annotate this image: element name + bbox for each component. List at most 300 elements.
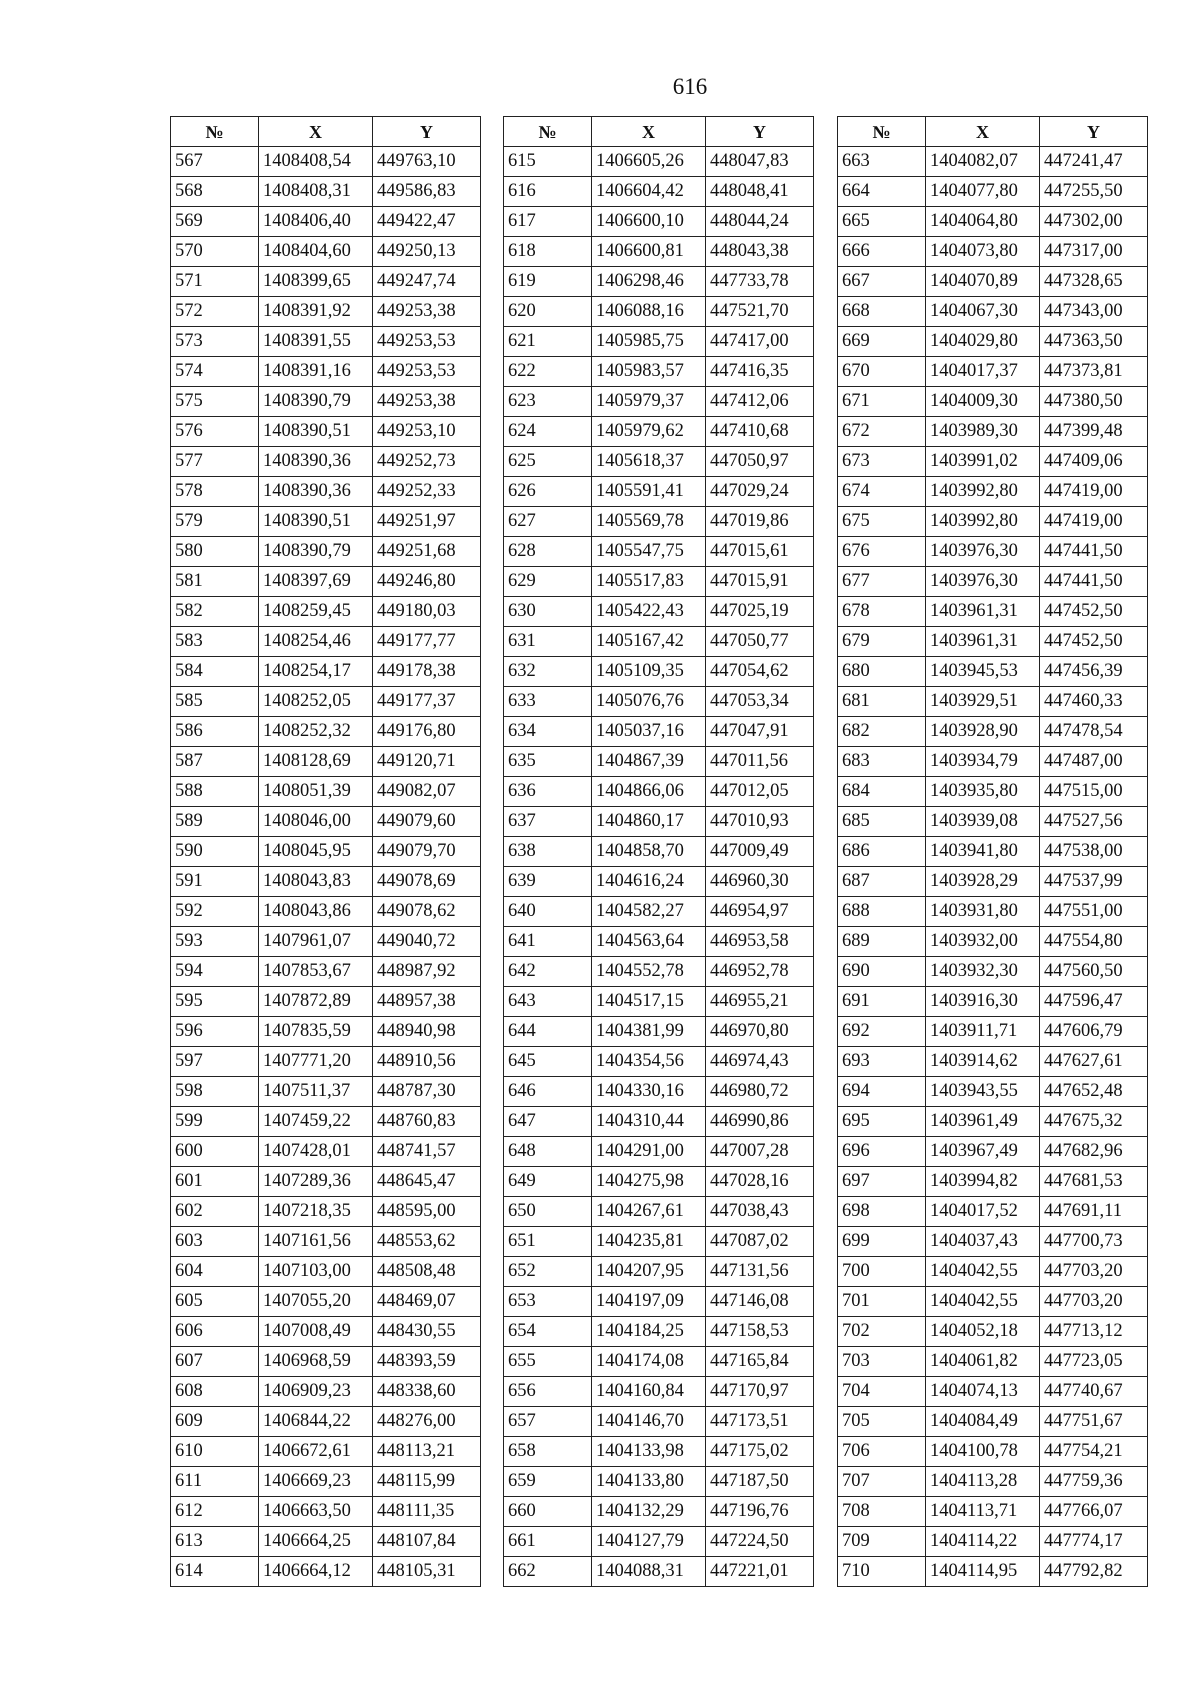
y-coordinate-cell: 447173,51 (706, 1407, 814, 1437)
x-coordinate-cell: 1408043,86 (259, 897, 373, 927)
table-row (838, 897, 1148, 927)
y-coordinate-cell: 446974,43 (706, 1047, 814, 1077)
table-row (504, 717, 814, 747)
y-coordinate-cell: 447521,70 (706, 297, 814, 327)
point-number-cell: 680 (838, 657, 926, 687)
point-number-cell: 568 (171, 177, 259, 207)
header-x: X (926, 117, 1040, 147)
point-number-cell: 591 (171, 867, 259, 897)
x-coordinate-cell: 1407428,01 (259, 1137, 373, 1167)
y-coordinate-cell: 447740,67 (1040, 1377, 1148, 1407)
point-number-cell: 655 (504, 1347, 592, 1377)
x-coordinate-cell: 1404133,80 (592, 1467, 706, 1497)
point-number-cell: 626 (504, 477, 592, 507)
x-coordinate-cell: 1404310,44 (592, 1107, 706, 1137)
table-row (838, 987, 1148, 1017)
x-coordinate-cell: 1408043,83 (259, 867, 373, 897)
point-number-cell: 661 (504, 1527, 592, 1557)
point-number-cell: 574 (171, 357, 259, 387)
y-coordinate-cell: 449180,03 (373, 597, 481, 627)
point-number-cell: 594 (171, 957, 259, 987)
x-coordinate-cell: 1405422,43 (592, 597, 706, 627)
y-coordinate-cell: 447158,53 (706, 1317, 814, 1347)
x-coordinate-cell: 1403961,31 (926, 597, 1040, 627)
y-coordinate-cell: 447302,00 (1040, 207, 1148, 237)
x-coordinate-cell: 1407161,56 (259, 1227, 373, 1257)
x-coordinate-cell: 1406664,25 (259, 1527, 373, 1557)
point-number-cell: 616 (504, 177, 592, 207)
y-coordinate-cell: 449079,60 (373, 807, 481, 837)
table-row (838, 1377, 1148, 1407)
table-row (504, 687, 814, 717)
table-body (504, 147, 814, 1587)
table-row (504, 927, 814, 957)
point-number-cell: 630 (504, 597, 592, 627)
y-coordinate-cell: 449253,38 (373, 387, 481, 417)
point-number-cell: 611 (171, 1467, 259, 1497)
point-number-cell: 708 (838, 1497, 926, 1527)
x-coordinate-cell: 1403989,30 (926, 417, 1040, 447)
point-number-cell: 572 (171, 297, 259, 327)
x-coordinate-cell: 1405569,78 (592, 507, 706, 537)
x-coordinate-cell: 1408390,36 (259, 477, 373, 507)
y-coordinate-cell: 447015,61 (706, 537, 814, 567)
x-coordinate-cell: 1407511,37 (259, 1077, 373, 1107)
x-coordinate-cell: 1404084,49 (926, 1407, 1040, 1437)
table-row (171, 357, 481, 387)
header-y: Y (373, 117, 481, 147)
table-row (504, 327, 814, 357)
point-number-cell: 579 (171, 507, 259, 537)
table-row (838, 507, 1148, 537)
point-number-cell: 618 (504, 237, 592, 267)
table-row (504, 1467, 814, 1497)
point-number-cell: 648 (504, 1137, 592, 1167)
table-row (838, 1257, 1148, 1287)
table-row (504, 267, 814, 297)
x-coordinate-cell: 1404113,28 (926, 1467, 1040, 1497)
table-row (838, 1527, 1148, 1557)
table-row (838, 1167, 1148, 1197)
y-coordinate-cell: 449040,72 (373, 927, 481, 957)
point-number-cell: 705 (838, 1407, 926, 1437)
y-coordinate-cell: 447700,73 (1040, 1227, 1148, 1257)
table-header-row (504, 117, 814, 147)
y-coordinate-cell: 447187,50 (706, 1467, 814, 1497)
point-number-cell: 667 (838, 267, 926, 297)
table-row (838, 207, 1148, 237)
table-row (838, 1347, 1148, 1377)
y-coordinate-cell: 449178,38 (373, 657, 481, 687)
point-number-cell: 605 (171, 1287, 259, 1317)
y-coordinate-cell: 448940,98 (373, 1017, 481, 1047)
y-coordinate-cell: 448741,57 (373, 1137, 481, 1167)
table-row (504, 1527, 814, 1557)
x-coordinate-cell: 1404354,56 (592, 1047, 706, 1077)
y-coordinate-cell: 447038,43 (706, 1197, 814, 1227)
y-coordinate-cell: 447146,08 (706, 1287, 814, 1317)
point-number-cell: 704 (838, 1377, 926, 1407)
table-row (504, 237, 814, 267)
x-coordinate-cell: 1403939,08 (926, 807, 1040, 837)
table-row (171, 327, 481, 357)
point-number-cell: 592 (171, 897, 259, 927)
y-coordinate-cell: 449177,77 (373, 627, 481, 657)
x-coordinate-cell: 1407961,07 (259, 927, 373, 957)
table-row (171, 1197, 481, 1227)
x-coordinate-cell: 1405591,41 (592, 477, 706, 507)
table-row (504, 1167, 814, 1197)
coordinates-table-2 (503, 116, 814, 1587)
table-row (838, 777, 1148, 807)
table-row (171, 1227, 481, 1257)
header-number: № (171, 117, 259, 147)
x-coordinate-cell: 1407103,00 (259, 1257, 373, 1287)
x-coordinate-cell: 1404073,80 (926, 237, 1040, 267)
x-coordinate-cell: 1405037,16 (592, 717, 706, 747)
point-number-cell: 686 (838, 837, 926, 867)
point-number-cell: 684 (838, 777, 926, 807)
y-coordinate-cell: 449253,10 (373, 417, 481, 447)
table-row (504, 1287, 814, 1317)
x-coordinate-cell: 1404552,78 (592, 957, 706, 987)
x-coordinate-cell: 1404042,55 (926, 1257, 1040, 1287)
y-coordinate-cell: 448595,00 (373, 1197, 481, 1227)
point-number-cell: 587 (171, 747, 259, 777)
point-number-cell: 697 (838, 1167, 926, 1197)
x-coordinate-cell: 1405983,57 (592, 357, 706, 387)
x-coordinate-cell: 1406605,26 (592, 147, 706, 177)
table-row (504, 1377, 814, 1407)
table-row (838, 447, 1148, 477)
point-number-cell: 709 (838, 1527, 926, 1557)
header-y: Y (1040, 117, 1148, 147)
x-coordinate-cell: 1406664,12 (259, 1557, 373, 1587)
point-number-cell: 617 (504, 207, 592, 237)
x-coordinate-cell: 1404077,80 (926, 177, 1040, 207)
table-row (171, 537, 481, 567)
point-number-cell: 685 (838, 807, 926, 837)
y-coordinate-cell: 447606,79 (1040, 1017, 1148, 1047)
table-row (171, 1437, 481, 1467)
x-coordinate-cell: 1404517,15 (592, 987, 706, 1017)
point-number-cell: 604 (171, 1257, 259, 1287)
table-row (504, 177, 814, 207)
table-row (838, 687, 1148, 717)
table-header-row (838, 117, 1148, 147)
point-number-cell: 638 (504, 837, 592, 867)
y-coordinate-cell: 447380,50 (1040, 387, 1148, 417)
table-row (171, 267, 481, 297)
table-row (504, 477, 814, 507)
x-coordinate-cell: 1404184,25 (592, 1317, 706, 1347)
table-row (838, 1197, 1148, 1227)
table-row (171, 717, 481, 747)
point-number-cell: 586 (171, 717, 259, 747)
table-row (838, 567, 1148, 597)
y-coordinate-cell: 446954,97 (706, 897, 814, 927)
y-coordinate-cell: 448105,31 (373, 1557, 481, 1587)
y-coordinate-cell: 447010,93 (706, 807, 814, 837)
point-number-cell: 614 (171, 1557, 259, 1587)
y-coordinate-cell: 447713,12 (1040, 1317, 1148, 1347)
x-coordinate-cell: 1404582,27 (592, 897, 706, 927)
x-coordinate-cell: 1408254,46 (259, 627, 373, 657)
x-coordinate-cell: 1404017,37 (926, 357, 1040, 387)
y-coordinate-cell: 447452,50 (1040, 597, 1148, 627)
table-row (171, 417, 481, 447)
point-number-cell: 625 (504, 447, 592, 477)
x-coordinate-cell: 1406909,23 (259, 1377, 373, 1407)
table-row (504, 297, 814, 327)
table-row (838, 417, 1148, 447)
x-coordinate-cell: 1406604,42 (592, 177, 706, 207)
y-coordinate-cell: 447537,99 (1040, 867, 1148, 897)
y-coordinate-cell: 447025,19 (706, 597, 814, 627)
x-coordinate-cell: 1404133,98 (592, 1437, 706, 1467)
table-row (838, 1107, 1148, 1137)
point-number-cell: 654 (504, 1317, 592, 1347)
y-coordinate-cell: 446970,80 (706, 1017, 814, 1047)
y-coordinate-cell: 447456,39 (1040, 657, 1148, 687)
point-number-cell: 608 (171, 1377, 259, 1407)
table-row (838, 1077, 1148, 1107)
point-number-cell: 629 (504, 567, 592, 597)
y-coordinate-cell: 447412,06 (706, 387, 814, 417)
point-number-cell: 674 (838, 477, 926, 507)
point-number-cell: 651 (504, 1227, 592, 1257)
x-coordinate-cell: 1403991,02 (926, 447, 1040, 477)
x-coordinate-cell: 1404267,61 (592, 1197, 706, 1227)
point-number-cell: 585 (171, 687, 259, 717)
table-row (838, 837, 1148, 867)
x-coordinate-cell: 1408406,40 (259, 207, 373, 237)
x-coordinate-cell: 1408259,45 (259, 597, 373, 627)
table-row (504, 657, 814, 687)
point-number-cell: 668 (838, 297, 926, 327)
table-row (504, 1017, 814, 1047)
point-number-cell: 621 (504, 327, 592, 357)
x-coordinate-cell: 1404009,30 (926, 387, 1040, 417)
y-coordinate-cell: 447050,97 (706, 447, 814, 477)
x-coordinate-cell: 1403945,53 (926, 657, 1040, 687)
y-coordinate-cell: 449252,33 (373, 477, 481, 507)
point-number-cell: 671 (838, 387, 926, 417)
table-row (171, 1287, 481, 1317)
point-number-cell: 624 (504, 417, 592, 447)
y-coordinate-cell: 448113,21 (373, 1437, 481, 1467)
x-coordinate-cell: 1403931,80 (926, 897, 1040, 927)
y-coordinate-cell: 449251,68 (373, 537, 481, 567)
y-coordinate-cell: 446980,72 (706, 1077, 814, 1107)
point-number-cell: 599 (171, 1107, 259, 1137)
point-number-cell: 588 (171, 777, 259, 807)
table-row (838, 387, 1148, 417)
point-number-cell: 644 (504, 1017, 592, 1047)
x-coordinate-cell: 1407853,67 (259, 957, 373, 987)
point-number-cell: 682 (838, 717, 926, 747)
table-row (171, 777, 481, 807)
y-coordinate-cell: 448338,60 (373, 1377, 481, 1407)
table-row (504, 747, 814, 777)
table-row (171, 927, 481, 957)
table-row (504, 507, 814, 537)
table-row (838, 1317, 1148, 1347)
table-row (504, 1077, 814, 1107)
table-row (504, 1317, 814, 1347)
y-coordinate-cell: 449082,07 (373, 777, 481, 807)
x-coordinate-cell: 1404070,89 (926, 267, 1040, 297)
table-row (171, 477, 481, 507)
y-coordinate-cell: 448910,56 (373, 1047, 481, 1077)
header-number: № (504, 117, 592, 147)
point-number-cell: 658 (504, 1437, 592, 1467)
y-coordinate-cell: 449177,37 (373, 687, 481, 717)
y-coordinate-cell: 449251,97 (373, 507, 481, 537)
table-row (171, 507, 481, 537)
point-number-cell: 635 (504, 747, 592, 777)
y-coordinate-cell: 448760,83 (373, 1107, 481, 1137)
point-number-cell: 598 (171, 1077, 259, 1107)
table-row (838, 747, 1148, 777)
point-number-cell: 689 (838, 927, 926, 957)
table-row (838, 957, 1148, 987)
table-row (838, 807, 1148, 837)
table-row (504, 1137, 814, 1167)
x-coordinate-cell: 1406968,59 (259, 1347, 373, 1377)
x-coordinate-cell: 1403929,51 (926, 687, 1040, 717)
point-number-cell: 619 (504, 267, 592, 297)
x-coordinate-cell: 1404207,95 (592, 1257, 706, 1287)
x-coordinate-cell: 1407835,59 (259, 1017, 373, 1047)
table-row (504, 897, 814, 927)
table-row (504, 867, 814, 897)
point-number-cell: 687 (838, 867, 926, 897)
point-number-cell: 567 (171, 147, 259, 177)
x-coordinate-cell: 1406298,46 (592, 267, 706, 297)
y-coordinate-cell: 447723,05 (1040, 1347, 1148, 1377)
y-coordinate-cell: 447409,06 (1040, 447, 1148, 477)
point-number-cell: 634 (504, 717, 592, 747)
point-number-cell: 692 (838, 1017, 926, 1047)
y-coordinate-cell: 447478,54 (1040, 717, 1148, 747)
table-row (838, 327, 1148, 357)
point-number-cell: 645 (504, 1047, 592, 1077)
point-number-cell: 606 (171, 1317, 259, 1347)
point-number-cell: 607 (171, 1347, 259, 1377)
x-coordinate-cell: 1408252,32 (259, 717, 373, 747)
header-x: X (592, 117, 706, 147)
y-coordinate-cell: 449246,80 (373, 567, 481, 597)
table-row (838, 297, 1148, 327)
y-coordinate-cell: 449586,83 (373, 177, 481, 207)
point-number-cell: 600 (171, 1137, 259, 1167)
point-number-cell: 583 (171, 627, 259, 657)
x-coordinate-cell: 1403994,82 (926, 1167, 1040, 1197)
y-coordinate-cell: 447675,32 (1040, 1107, 1148, 1137)
x-coordinate-cell: 1408391,92 (259, 297, 373, 327)
y-coordinate-cell: 448276,00 (373, 1407, 481, 1437)
table-row (171, 237, 481, 267)
x-coordinate-cell: 1404291,00 (592, 1137, 706, 1167)
y-coordinate-cell: 449422,47 (373, 207, 481, 237)
y-coordinate-cell: 448393,59 (373, 1347, 481, 1377)
y-coordinate-cell: 447441,50 (1040, 567, 1148, 597)
x-coordinate-cell: 1404866,06 (592, 777, 706, 807)
table-row (171, 1407, 481, 1437)
x-coordinate-cell: 1404029,80 (926, 327, 1040, 357)
table-row (504, 1437, 814, 1467)
x-coordinate-cell: 1403932,30 (926, 957, 1040, 987)
y-coordinate-cell: 447399,48 (1040, 417, 1148, 447)
point-number-cell: 641 (504, 927, 592, 957)
point-number-cell: 660 (504, 1497, 592, 1527)
table-row (504, 357, 814, 387)
x-coordinate-cell: 1405979,37 (592, 387, 706, 417)
point-number-cell: 639 (504, 867, 592, 897)
table-row (504, 147, 814, 177)
x-coordinate-cell: 1403941,80 (926, 837, 1040, 867)
y-coordinate-cell: 447373,81 (1040, 357, 1148, 387)
table-row (504, 1407, 814, 1437)
y-coordinate-cell: 446955,21 (706, 987, 814, 1017)
table-row (504, 1047, 814, 1077)
x-coordinate-cell: 1407289,36 (259, 1167, 373, 1197)
table-row (838, 147, 1148, 177)
x-coordinate-cell: 1404114,22 (926, 1527, 1040, 1557)
point-number-cell: 578 (171, 477, 259, 507)
x-coordinate-cell: 1404037,43 (926, 1227, 1040, 1257)
table-row (171, 1467, 481, 1497)
table-row (171, 687, 481, 717)
x-coordinate-cell: 1406088,16 (592, 297, 706, 327)
y-coordinate-cell: 448115,99 (373, 1467, 481, 1497)
y-coordinate-cell: 447627,61 (1040, 1047, 1148, 1077)
point-number-cell: 597 (171, 1047, 259, 1077)
y-coordinate-cell: 448787,30 (373, 1077, 481, 1107)
y-coordinate-cell: 447703,20 (1040, 1257, 1148, 1287)
table-row (504, 387, 814, 417)
y-coordinate-cell: 448107,84 (373, 1527, 481, 1557)
x-coordinate-cell: 1404061,82 (926, 1347, 1040, 1377)
x-coordinate-cell: 1408252,05 (259, 687, 373, 717)
point-number-cell: 670 (838, 357, 926, 387)
x-coordinate-cell: 1404616,24 (592, 867, 706, 897)
table-body (838, 147, 1148, 1587)
x-coordinate-cell: 1408408,31 (259, 177, 373, 207)
point-number-cell: 665 (838, 207, 926, 237)
y-coordinate-cell: 447196,76 (706, 1497, 814, 1527)
point-number-cell: 707 (838, 1467, 926, 1497)
point-number-cell: 612 (171, 1497, 259, 1527)
table-row (171, 1497, 481, 1527)
x-coordinate-cell: 1403934,79 (926, 747, 1040, 777)
x-coordinate-cell: 1405547,75 (592, 537, 706, 567)
x-coordinate-cell: 1404082,07 (926, 147, 1040, 177)
y-coordinate-cell: 447343,00 (1040, 297, 1148, 327)
y-coordinate-cell: 447165,84 (706, 1347, 814, 1377)
table-row (838, 657, 1148, 687)
y-coordinate-cell: 447652,48 (1040, 1077, 1148, 1107)
x-coordinate-cell: 1404132,29 (592, 1497, 706, 1527)
table-row (504, 807, 814, 837)
x-coordinate-cell: 1408391,55 (259, 327, 373, 357)
x-coordinate-cell: 1405618,37 (592, 447, 706, 477)
table-row (838, 1497, 1148, 1527)
point-number-cell: 643 (504, 987, 592, 1017)
table-row (838, 477, 1148, 507)
table-row (171, 1527, 481, 1557)
